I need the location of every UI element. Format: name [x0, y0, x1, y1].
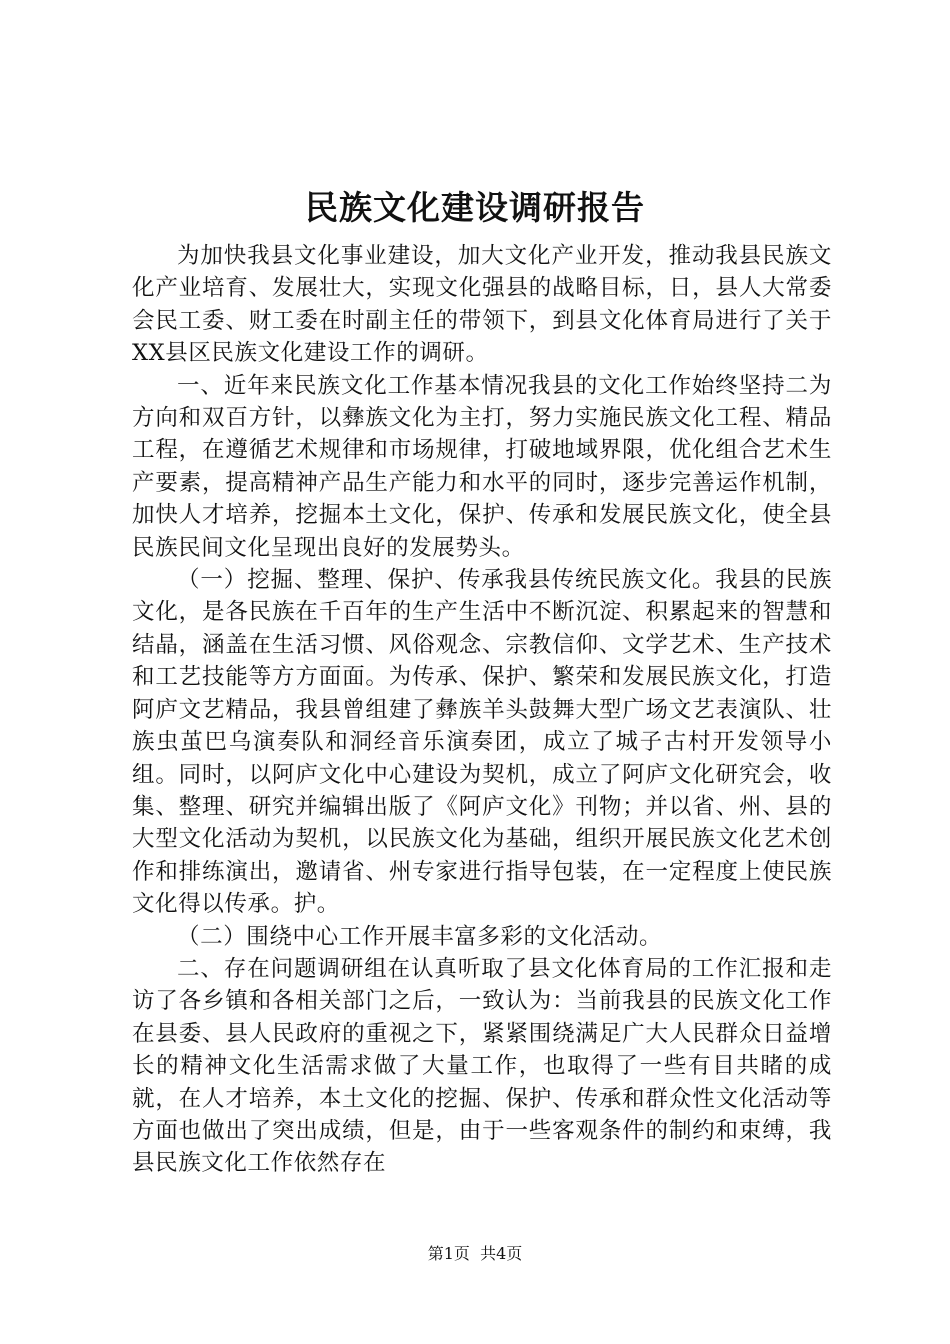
paragraph-intro: 为加快我县文化事业建设，加大文化产业开发，推动我县民族文化产业培育、发展壮大，实现文化强县的战略目标，日，县人大常委会民工委、财工委在时副主任的带领下，到县文化体育局进行了关于XX县区民族文化建设工作的调研。 — [132, 243, 832, 367]
footer-spacer — [470, 1244, 480, 1263]
page-number: 第1页 — [427, 1244, 470, 1263]
page-footer — [0, 1243, 950, 1265]
paragraph-subsection-2: （二）围绕中心工作开展丰富多彩的文化活动。 — [177, 923, 663, 950]
paragraph-subsection-1: （一）挖掘、整理、保护、传承我县传统民族文化。我县的民族文化，是各民族在千百年的生产生活中不断沉淀、积累起来的智慧和结晶，涵盖在生活习惯、风俗观念、宗教信仰、文学艺术、生产技术和工艺技能等方方面面。为传承、保护、繁荣和发展民族文化，打造阿庐文艺精品，我县曾组建了彝族羊头鼓舞大型广场文艺表演队、壮族虫茧巴乌演奏队和洞经音乐演奏团，成立了城子古村开发领导小组。同时，以阿庐文化中心建设为契机，成立了阿庐文化研究会，收集、整理、研究并编辑出版了《阿庐文化》刊物；并以省、州、县的大型文化活动为契机，以民族文化为基础，组织开展民族文化艺术创作和排练演出，邀请省、州专家进行指导包装，在一定程度上使民族文化得以传承。护。 — [132, 567, 832, 918]
document-body — [132, 240, 832, 1180]
paragraph-section-2: 二、存在问题调研组在认真听取了县文化体育局的工作汇报和走访了各乡镇和各相关部门之后，一致认为：当前我县的民族文化工作在县委、县人民政府的重视之下，紧紧围绕满足广大人民群众日益增长的精神文化生活需求做了大量工作，也取得了一些有目共睹的成就，在人才培养，本土文化的挖掘、保护、传承和群众性文化活动等方面也做出了突出成绩，但是，由于一些客观条件的制约和束缚，我县民族文化工作依然存在 — [132, 955, 832, 1177]
page-total: 共4页 — [480, 1244, 523, 1263]
document-title: 民族文化建设调研报告 — [305, 188, 645, 227]
paragraph-section-1: 一、近年来民族文化工作基本情况我县的文化工作始终坚持二为方向和双百方针，以彝族文化为主打，努力实施民族文化工程、精品工程，在遵循艺术规律和市场规律，打破地域界限，优化组合艺术生产要素，提高精神产品生产能力和水平的同时，逐步完善运作机制，加快人才培养，挖掘本土文化，保护、传承和发展民族文化，使全县民族民间文化呈现出良好的发展势头。 — [132, 372, 832, 561]
